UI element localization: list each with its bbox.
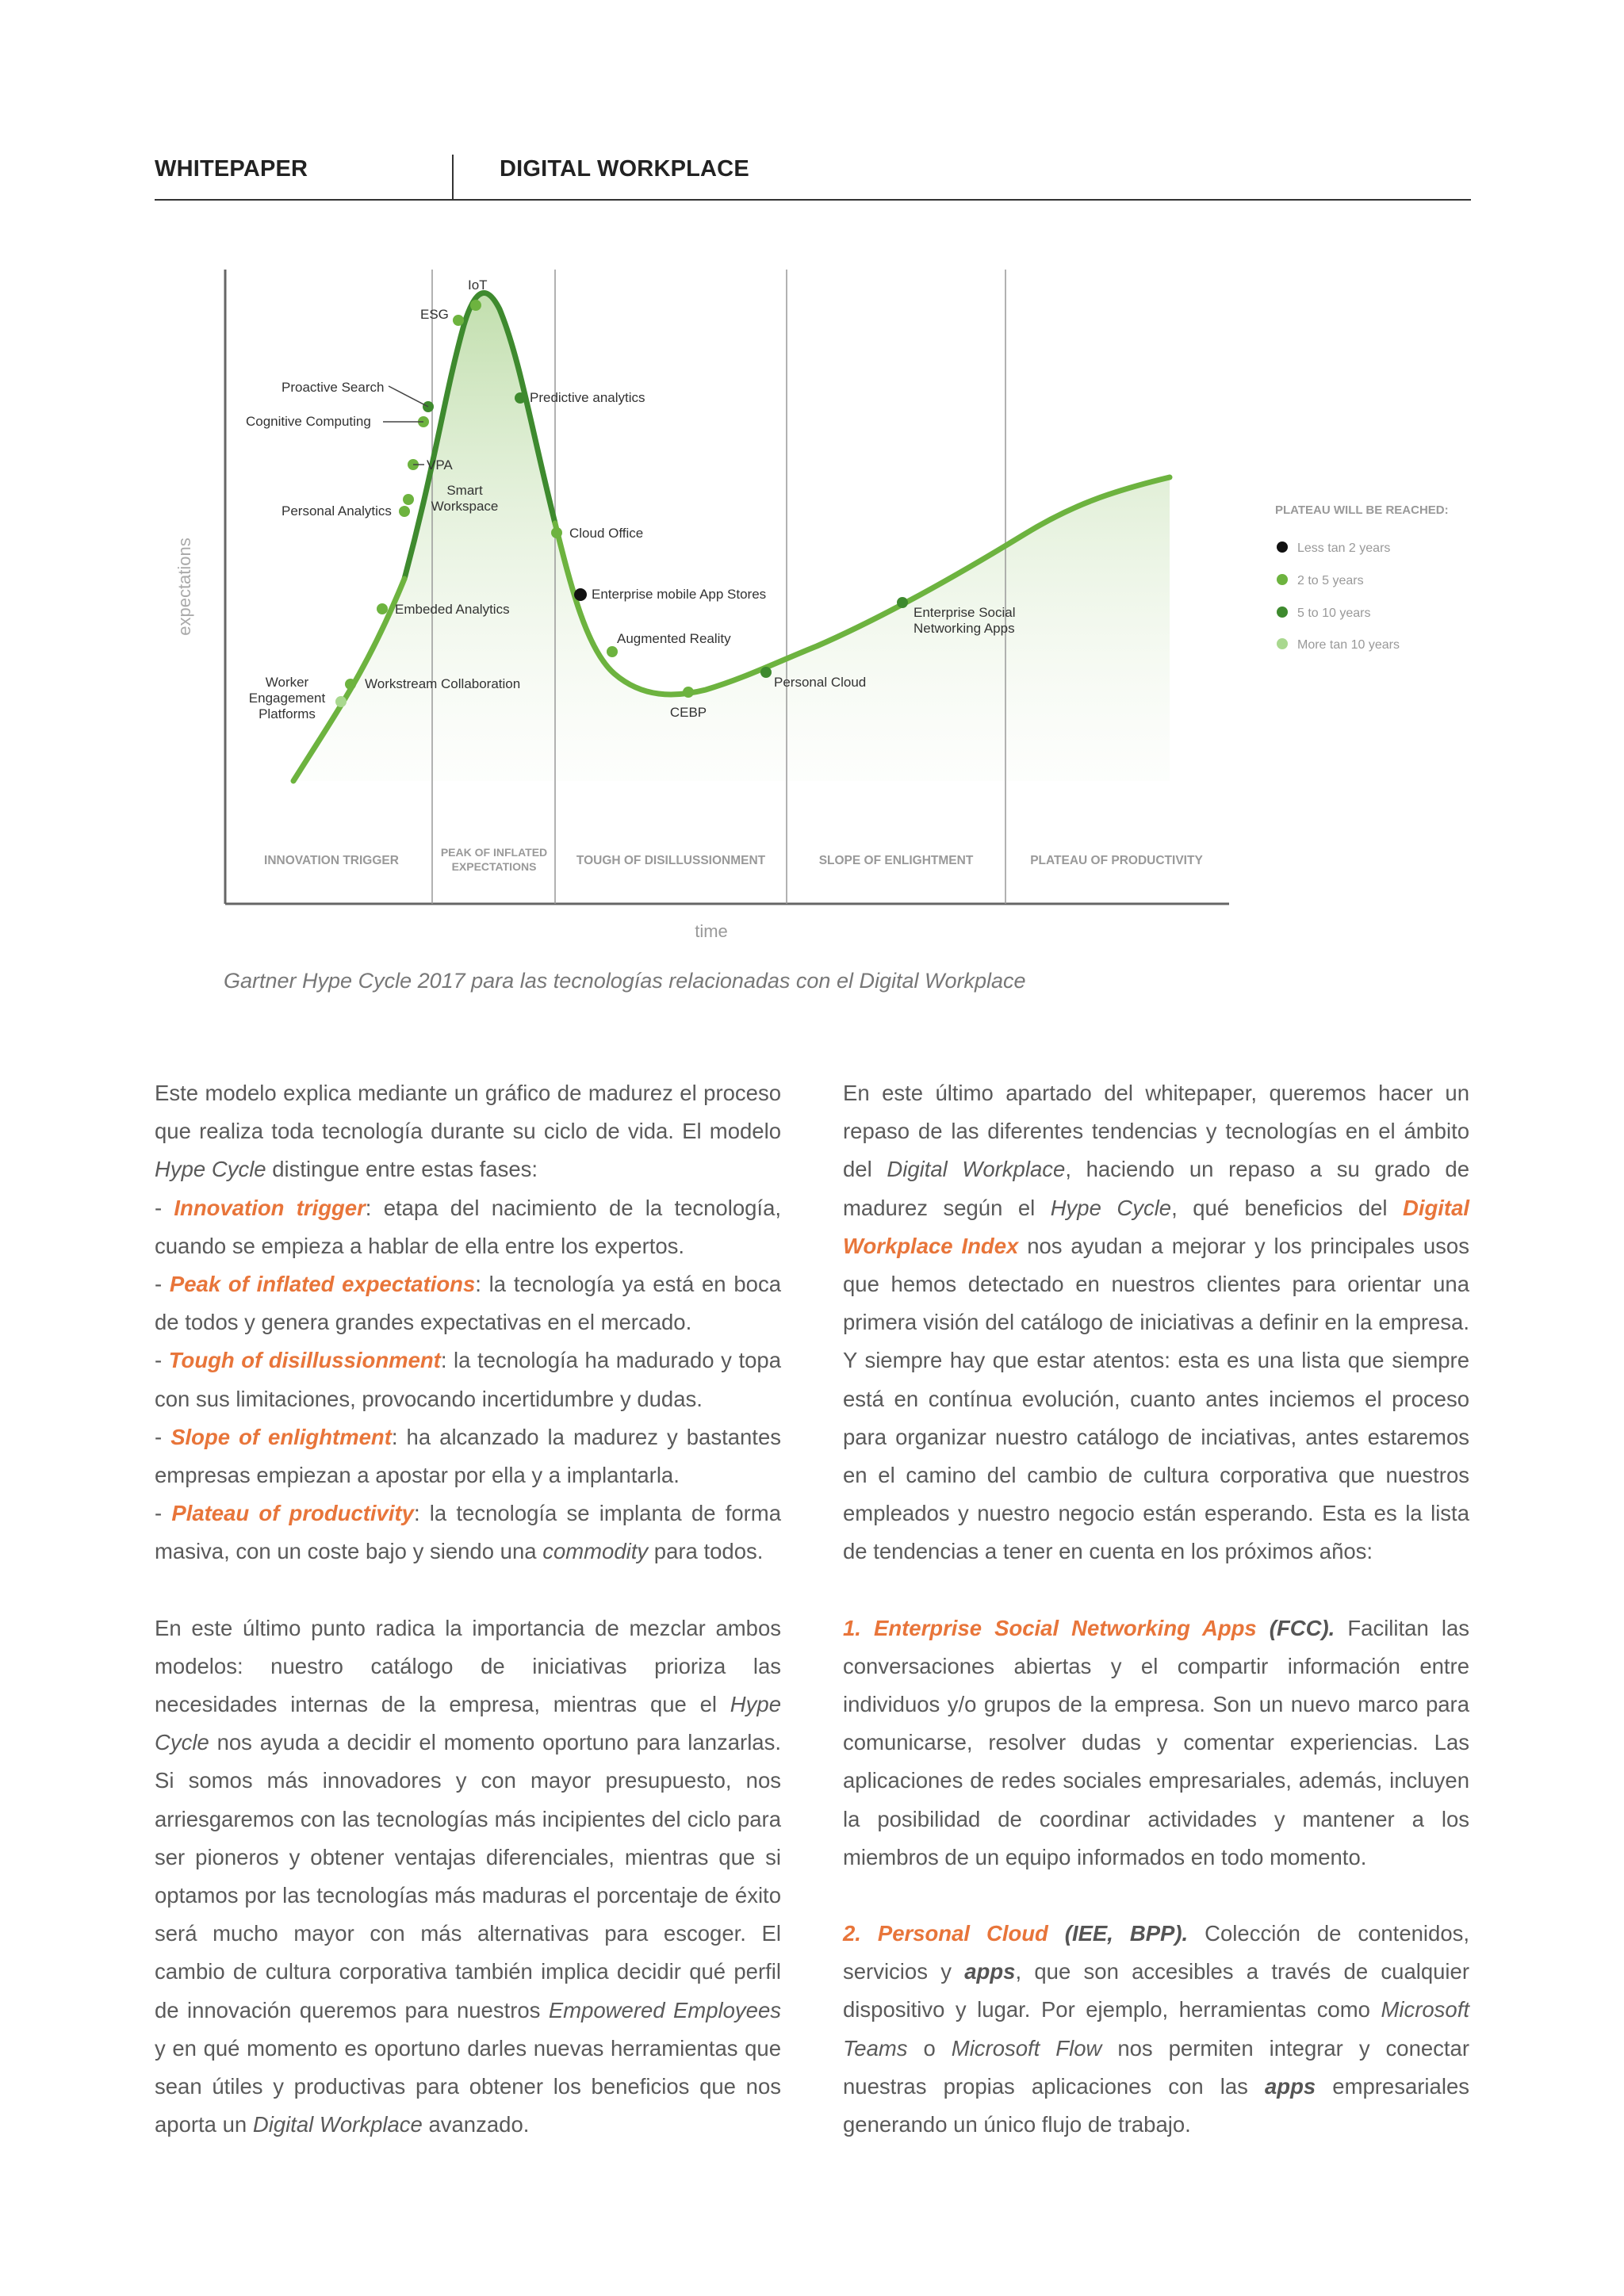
point-predictive — [515, 392, 526, 404]
label-smart-1: Smart — [446, 483, 483, 498]
legend-item-3: More tan 10 years — [1297, 638, 1400, 652]
label-augmented: Augmented Reality — [617, 631, 731, 646]
point-workstream — [345, 679, 356, 690]
label-workstream: Workstream Collaboration — [365, 676, 521, 691]
label-proactive: Proactive Search — [282, 380, 385, 395]
label-iot: IoT — [468, 277, 488, 293]
label-personal-analytics: Personal Analytics — [282, 503, 392, 519]
header-whitepaper: WHITEPAPER — [155, 156, 308, 182]
label-worker-3: Platforms — [259, 706, 316, 721]
phase-slope-item: - Slope of enlightment: ha alcanzado la madurez y bastantes empresas empiezan a apostar por ella y a implantarla. — [155, 1424, 781, 1488]
curve-area — [293, 293, 1170, 781]
label-embeded: Embeded Analytics — [395, 602, 510, 617]
header-divider — [452, 155, 454, 199]
legend-item-0: Less tan 2 years — [1297, 541, 1391, 555]
label-vpa: VPA — [427, 457, 453, 473]
point-embeded — [377, 603, 388, 614]
phase-peak-2: EXPECTATIONS — [451, 860, 537, 873]
chart-element — [389, 386, 428, 407]
label-esn-1: Enterprise Social — [914, 605, 1016, 620]
y-axis-label: expectations — [174, 538, 194, 636]
phase-tough: TOUGH OF DISILLUSSIONMENT — [576, 854, 766, 867]
label-esg: ESG — [420, 307, 449, 322]
label-cebp: CEBP — [669, 705, 707, 720]
phase-plateau-item: - Plateau of productivity: la tecnología se implanta de forma masiva, con un coste bajo y siendo una commodity para todos. — [155, 1501, 781, 1564]
header-section: DIGITAL WORKPLACE — [500, 156, 749, 182]
point-augmented — [607, 646, 618, 657]
legend-title: PLATEAU WILL BE REACHED: — [1275, 503, 1449, 517]
trend-item-personal-cloud: 2. Personal Cloud (IEE, BPP). Colección de contenidos, servicios y apps, que son accesibles a través de cualquier dispositivo y lugar. Por ejemplo, herramientas como Microsoft Teams o Microsoft Flow nos permiten integrar y conectar nuestras propias aplicaciones con las apps empresariales generando un único flujo de trabajo. — [843, 1921, 1470, 2137]
point-esg — [453, 315, 464, 326]
point-iot — [470, 300, 481, 311]
legend-swatch-2 — [1277, 607, 1288, 618]
label-predictive: Predictive analytics — [530, 390, 645, 405]
phase-peak-item: - Peak of inflated expectations: la tecnología ya está en boca de todos y genera grandes expectativas en el mercado. — [155, 1272, 781, 1335]
phase-innovation-item: - Innovation trigger: etapa del nacimiento de la tecnología, cuando se empieza a hablar de ella entre los expertos. — [155, 1195, 782, 1258]
phase-peak-1: PEAK OF INFLATED — [440, 846, 548, 859]
trends-intro-paragraph: En este último apartado del whitepaper, queremos hacer un repaso de las diferentes tendencias y tecnologías en el ámbito del Digital Workplace, haciendo un repaso a su grado de madurez según el Hype Cycle, qué beneficios del Digital Workplace Index nos ayudan a mejorar y los principales usos que hemos detectado en nuestros clientes para orientar una primera visión del catálogo de iniciativas a definir en la empresa. Y siempre hay que estar atentos: esta es una lista que siempre está en contínua evolución, cuanto antes inciemos el proceso para organizar nuestro catálogo de inciativas, antes estaremos en el camino del cambio de cultura corporativa que nuestros empleados y nuestro negocio están esperando. Esta es la lista de tendencias a tener en cuenta en los próximos años: — [843, 1081, 1469, 1564]
label-cognitive: Cognitive Computing — [246, 414, 371, 429]
point-personal-cloud — [760, 667, 772, 678]
point-esn — [897, 597, 908, 608]
trend-item-esn: 1. Enterprise Social Networking Apps (FCC). Facilitan las conversaciones abiertas y el compartir información entre individuos y/o grupos de la empresa. Son un nuevo marco para comunicarse, resolver dudas y comentar experiencias. Las aplicaciones de redes sociales empresariales, además, incluyen la posibilidad de coordinar actividades y mantener a los miembros de un equipo informados en todo momento. — [843, 1615, 1469, 1869]
right-column — [843, 1074, 1469, 2144]
point-cebp — [683, 687, 694, 698]
label-worker-1: Worker — [265, 675, 309, 690]
point-worker-engagement — [335, 696, 347, 707]
label-personal-cloud: Personal Cloud — [774, 675, 867, 690]
label-smart-2: Workspace — [431, 499, 499, 514]
mix-models-paragraph: En este último punto radica la importancia de mezclar ambos modelos: nuestro catálogo de iniciativas prioriza las necesidades internas de la empresa, mientras que el Hype Cycle nos ayuda a decidir el momento oportuno para lanzarlas. Si somos más innovadores y con mayor presupuesto, nos arriesgaremos con las tecnologías más incipientes del ciclo para ser pioneros y obtener ventajas diferenciales, mientras que si optamos por las tecnologías más maduras el porcentaje de éxito será mucho mayor con más alternativas para escoger. El cambio de cultura corporativa también implica decidir qué perfil de innovación queremos para nuestros Empowered Employees y en qué momento es oportuno darles nuevas herramientas que sean útiles y productivas para obtener los beneficios que nos aporta un Digital Workplace avanzado. — [155, 1615, 781, 2137]
left-column — [155, 1074, 781, 2144]
label-enterprise-stores: Enterprise mobile App Stores — [592, 587, 767, 602]
chart-element — [264, 846, 1203, 873]
hype-cycle-chart — [159, 254, 1507, 951]
label-worker-2: Engagement — [248, 691, 326, 706]
point-personal-analytics — [399, 506, 410, 517]
figure-caption: Gartner Hype Cycle 2017 para las tecnologías relacionadas con el Digital Workplace — [224, 969, 1026, 993]
legend-swatch-1 — [1277, 574, 1288, 585]
point-enterprise-stores — [574, 588, 587, 601]
x-axis-label: time — [695, 921, 728, 941]
label-cloud-office: Cloud Office — [569, 526, 644, 541]
point-cloud-office — [551, 527, 562, 538]
legend — [1275, 503, 1449, 652]
intro-paragraph: Este modelo explica mediante un gráfico de madurez el proceso que realiza toda tecnología durante su ciclo de vida. El modelo Hype Cycle distingue entre estas fases: — [155, 1081, 781, 1182]
phase-tough-item: - Tough of disillussionment: la tecnología ha madurado y topa con sus limitaciones, provocando incertidumbre y dudas. — [155, 1348, 781, 1411]
legend-item-2: 5 to 10 years — [1297, 607, 1371, 620]
point-smart-workspace — [403, 494, 414, 505]
phase-innovation: INNOVATION TRIGGER — [264, 854, 399, 867]
phase-plateau: PLATEAU OF PRODUCTIVITY — [1030, 854, 1203, 867]
page-header — [155, 155, 1471, 201]
phase-slope: SLOPE OF ENLIGHTMENT — [818, 854, 974, 867]
legend-swatch-0 — [1277, 541, 1288, 553]
label-esn-2: Networking Apps — [914, 621, 1015, 636]
legend-item-1: 2 to 5 years — [1297, 574, 1364, 587]
legend-swatch-3 — [1277, 638, 1288, 649]
